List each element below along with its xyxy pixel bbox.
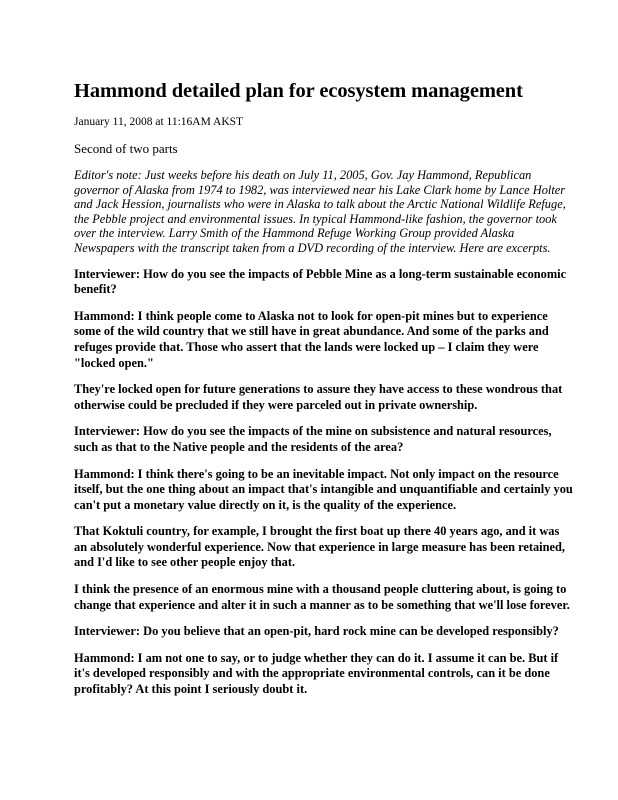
paragraph-hammond-answer-1: Hammond: I think people come to Alaska not to look for open-pit mines but to experience some of the wild country that we still have in great abundance. And some of the parks and refuges provide that. Those who assert that the lands were locked up – I claim they were "locked open." <box>74 308 549 370</box>
article <box>74 68 574 698</box>
paragraph-interviewer-question-1: Interviewer: How do you see the impacts of Pebble Mine as a long-term sustainable economic benefit? <box>74 266 567 297</box>
paragraph-hammond-answer-1-cont: They're locked open for future generations to assure they have access to these wondrous that otherwise could be precluded if they were parceled out in private ownership. <box>74 382 563 412</box>
paragraph-hammond-answer-2: Hammond: I think there's going to be an inevitable impact. Not only impact on the resource itself, but the one thing about an impact that's intangible and unquantifiable and certainly you can't put a monetary value directly on it, is the quality of the experience. <box>74 466 573 512</box>
paragraph-hammond-answer-2-cont: That Koktuli country, for example, I brought the first boat up there 40 years ago, and it was an absolutely wonderful experience. Now that experience in large measure has been retained, and I'd like to see other people enjoy that. <box>74 524 565 570</box>
article-dateline: January 11, 2008 at 11:16AM AKST <box>74 116 244 128</box>
article-part-label: Second of two parts <box>74 141 178 156</box>
paragraph-hammond-answer-3: Hammond: I am not one to say, or to judge whether they can do it. I assume it can be. But if it's developed responsibly and with the appropriate environmental controls, can it be done profitably? At this point I seriously doubt it. <box>74 650 559 697</box>
paragraph-interviewer-question-3: Interviewer: Do you believe that an open-pit, hard rock mine can be developed responsibly? <box>74 624 559 639</box>
editors-note: Editor's note: Just weeks before his death on July 11, 2005, Gov. Jay Hammond, Republican governor of Alaska from 1974 to 1982, was interviewed near his Lake Clark home by Lance Holter and Jack Hession, journalists who were in Alaska to talk about the Arctic National Wildlife Refuge, the Pebble project and environmental issues. In typical Hammond-like fashion, the governor took over the interview. Larry Smith of the Hammond Refuge Working Group provided Alaska Newspapers with the transcript taken from a DVD recording of the interview. Here are excerpts. <box>74 168 566 255</box>
paragraph-interviewer-question-2: Interviewer: How do you see the impacts of the mine on subsistence and natural resources, such as that to the Native people and the residents of the area? <box>74 424 552 454</box>
article-headline: Hammond detailed plan for ecosystem management <box>74 80 523 102</box>
paragraph-hammond-answer-2-cont-2: I think the presence of an enormous mine with a thousand people cluttering about, is going to change that experience and alter it in such a manner as to be something that we'll lose forever. <box>74 582 570 612</box>
